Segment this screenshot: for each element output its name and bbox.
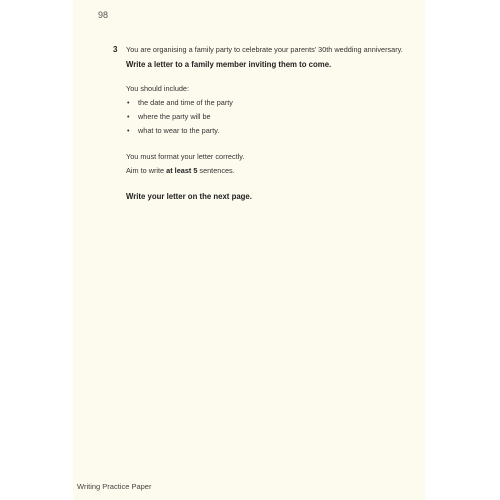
include-label: You should include: [126,84,190,93]
question-intro: You are organising a family party to celebrate your parents' 30th wedding anniversary. [126,45,403,54]
bullet-icon: • [127,126,130,135]
page-footer: Writing Practice Paper [77,482,152,491]
list-item [126,98,416,108]
list-item [126,126,416,136]
aim-emphasis: at least 5 [166,166,198,175]
question-content [126,45,416,202]
question-number: 3 [113,45,118,54]
bullet-icon: • [127,112,130,121]
aim-suffix: sentences. [199,166,235,175]
aim-note [126,166,416,176]
exam-page [73,0,425,500]
format-note: You must format your letter correctly. [126,152,245,161]
aim-prefix: Aim to write [126,166,165,175]
bullet-icon: • [127,98,130,107]
page-number: 98 [98,10,109,20]
include-list [126,98,416,136]
next-page-instruction: Write your letter on the next page. [126,192,252,201]
list-item-text: where the party will be [138,112,211,121]
list-item-text: the date and time of the party [138,98,233,107]
list-item [126,112,416,122]
question-instruction: Write a letter to a family member inviting them to come. [126,60,332,69]
list-item-text: what to wear to the party. [138,126,220,135]
